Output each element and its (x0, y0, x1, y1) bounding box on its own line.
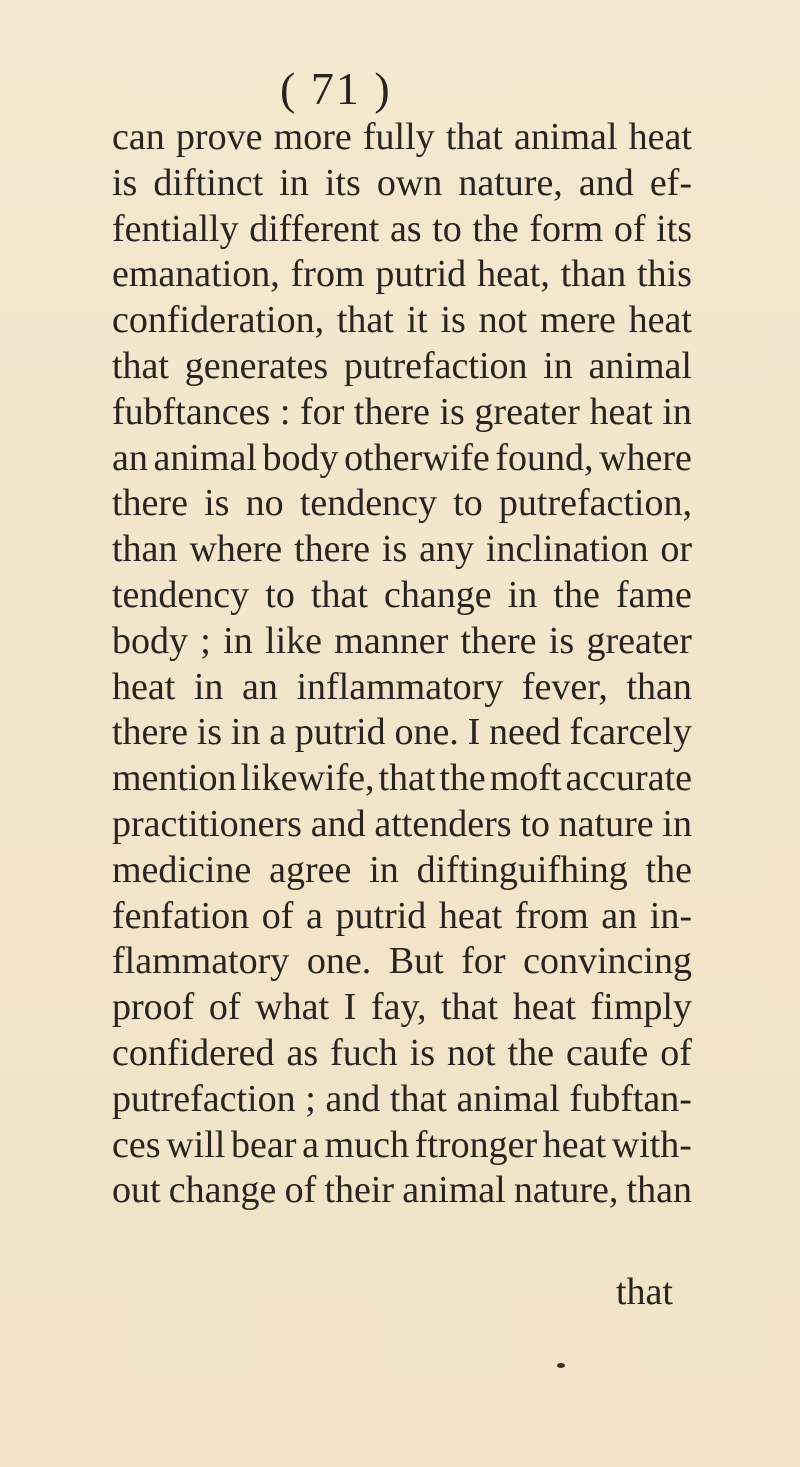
text-line: out change of their animal nature, than (112, 1169, 692, 1212)
text-line: body ; in like manner there is greater (112, 619, 692, 662)
body-text (112, 115, 692, 1214)
text-line: is diftinct in its own nature, and ef- (112, 161, 692, 204)
text-line: ces will bear a much ftronger heat with- (112, 1123, 692, 1166)
text-line: there is no tendency to putrefaction, (112, 482, 692, 525)
text-line: heat in an inflammatory fever, than (112, 665, 692, 708)
text-line: fubftances : for there is greater heat in (112, 390, 692, 433)
text-line: tendency to that change in the fame (112, 573, 692, 616)
text-line: practitioners and attenders to nature in (112, 802, 692, 845)
text-line: mention likewife, that the moft accurate (112, 757, 692, 800)
text-line: an animal body otherwife found, where (112, 436, 692, 479)
text-line: fenfation of a putrid heat from an in- (112, 894, 692, 937)
text-line: proof of what I fay, that heat fimply (112, 986, 692, 1029)
text-line: can prove more fully that animal heat (112, 116, 692, 158)
text-line: confideration, that it is not mere heat (112, 299, 692, 342)
text-line: there is in a putrid one. I need fcarcely (112, 711, 692, 754)
page-number: ( 71 ) (280, 63, 392, 114)
text-line: than where there is any inclination or (112, 528, 692, 571)
text-line: flammatory one. But for convincing (112, 940, 692, 983)
catchword: that (616, 1271, 673, 1313)
text-line: fentially different as to the form of its (112, 207, 692, 250)
text-line: medicine agree in diftinguifhing the (112, 848, 692, 891)
text-line: putrefaction ; and that animal fubftan- (112, 1077, 692, 1120)
text-line: emanation, from putrid heat, than this (112, 253, 692, 296)
text-line: that generates putrefaction in animal (112, 344, 692, 387)
ink-speck (557, 1363, 565, 1368)
text-line: confidered as fuch is not the caufe of (112, 1031, 692, 1074)
